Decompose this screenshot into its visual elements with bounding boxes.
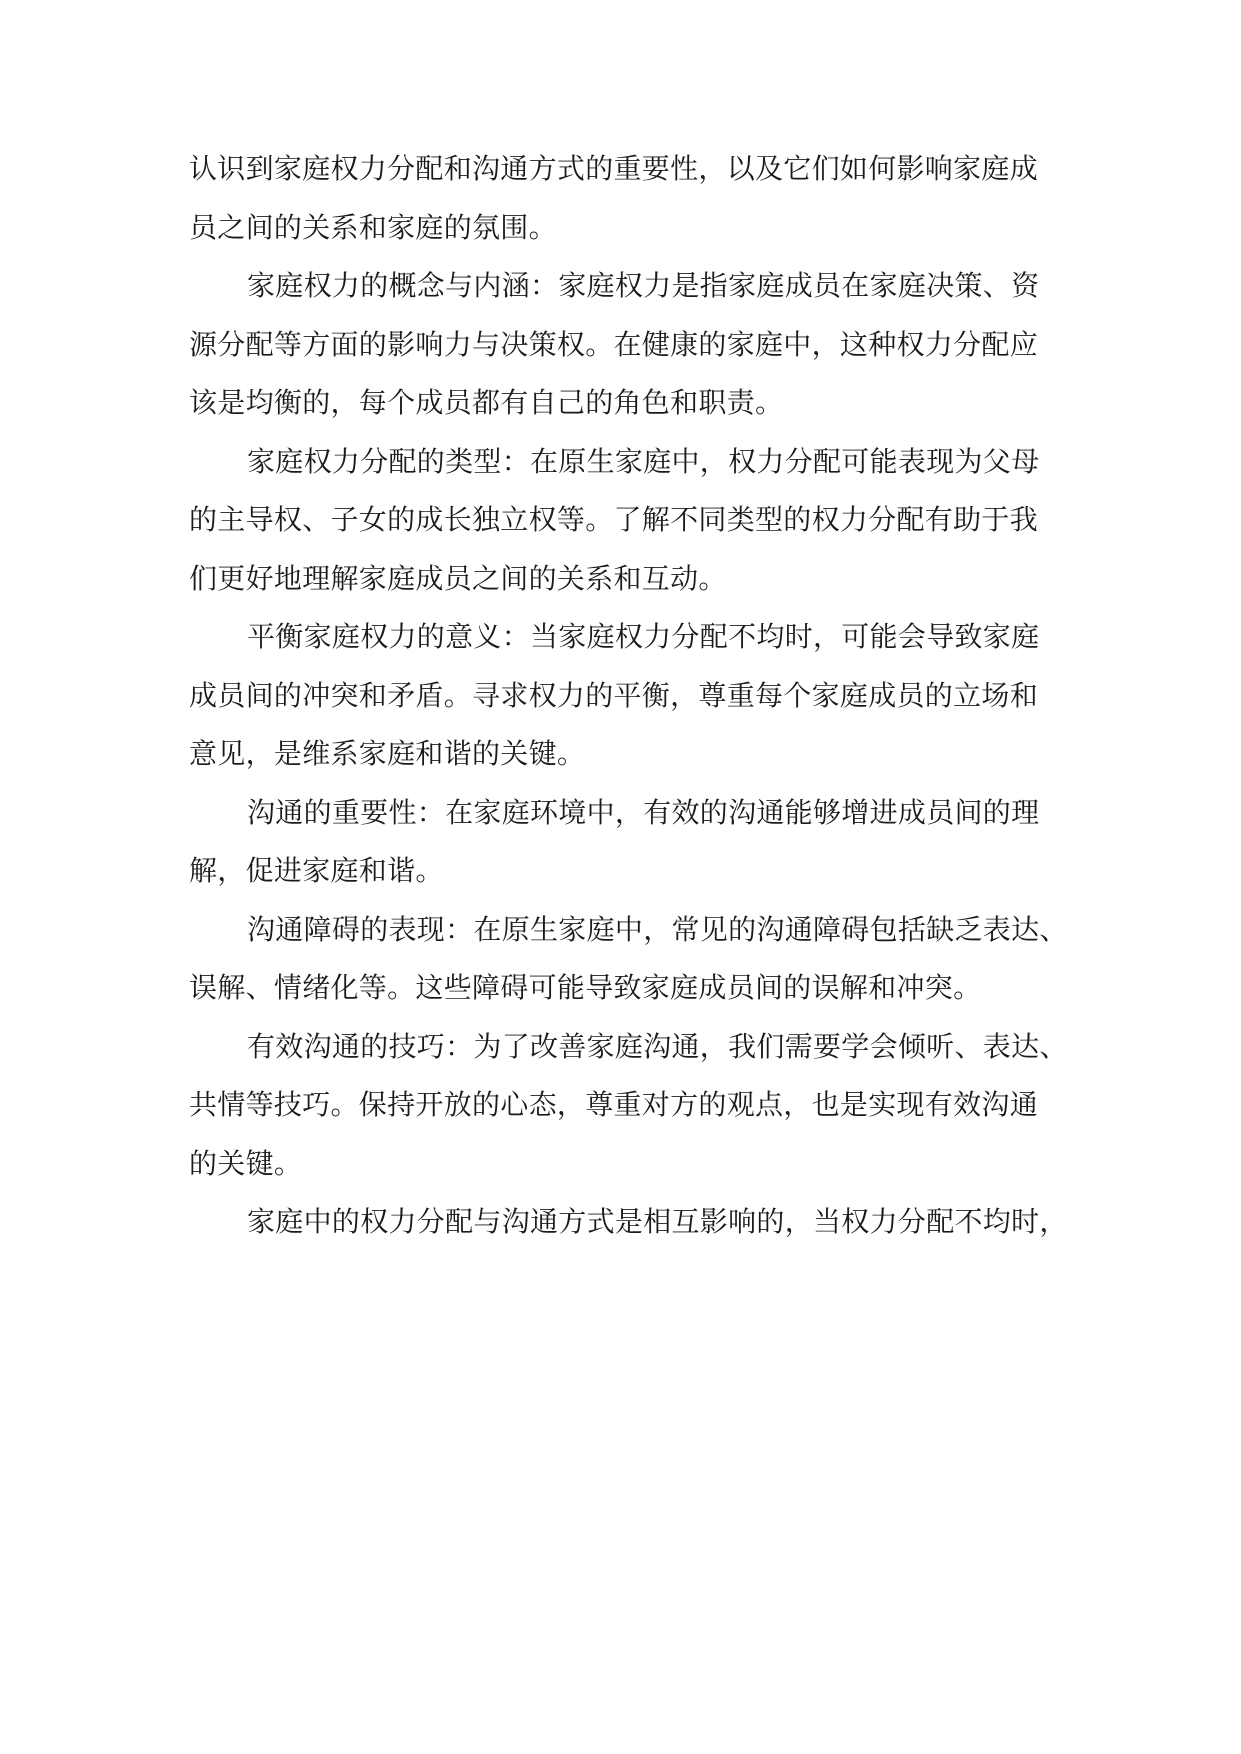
- text-line: 共情等技巧。保持开放的心态，尊重对方的观点，也是实现有效沟通: [189, 1088, 1039, 1121]
- paragraph-start-line: 家庭中的权力分配与沟通方式是相互影响的，当权力分配不均时，: [247, 1205, 1068, 1238]
- text-line: 误解、情绪化等。这些障碍可能导致家庭成员间的误解和冲突。: [189, 971, 982, 1004]
- paragraph-start-line: 平衡家庭权力的意义：当家庭权力分配不均时，可能会导致家庭: [247, 620, 1040, 653]
- paragraph-start-line: 沟通的重要性：在家庭环境中，有效的沟通能够增进成员间的理: [247, 795, 1040, 829]
- paragraph-start-line: 有效沟通的技巧：为了改善家庭沟通，我们需要学会倾听、表达、: [247, 1029, 1068, 1063]
- text-line: 成员间的冲突和矛盾。寻求权力的平衡，尊重每个家庭成员的立场和: [189, 678, 1039, 712]
- text-line: 认识到家庭权力分配和沟通方式的重要性，以及它们如何影响家庭成: [189, 152, 1039, 185]
- paragraph-start-line: 家庭权力的概念与内涵：家庭权力是指家庭成员在家庭决策、资: [247, 269, 1040, 302]
- text-line: 源分配等方面的影响力与决策权。在健康的家庭中，这种权力分配应: [189, 327, 1039, 361]
- text-line: 解，促进家庭和谐。: [189, 854, 444, 887]
- body-text: [189, 140, 1068, 1252]
- text-line: 意见，是维系家庭和谐的关键。: [189, 737, 586, 770]
- text-line: 的关键。: [189, 1146, 303, 1180]
- paragraph-start-line: 家庭权力分配的类型：在原生家庭中，权力分配可能表现为父母: [247, 444, 1040, 478]
- paragraph-start-line: 沟通障碍的表现：在原生家庭中，常见的沟通障碍包括缺乏表达、: [247, 912, 1068, 946]
- text-line: 员之间的关系和家庭的氛围。: [189, 210, 557, 244]
- text-line: 们更好地理解家庭成员之间的关系和互动。: [189, 561, 727, 595]
- text-line: 该是均衡的，每个成员都有自己的角色和职责。: [189, 386, 784, 419]
- text-line: 的主导权、子女的成长独立权等。了解不同类型的权力分配有助于我: [189, 503, 1039, 536]
